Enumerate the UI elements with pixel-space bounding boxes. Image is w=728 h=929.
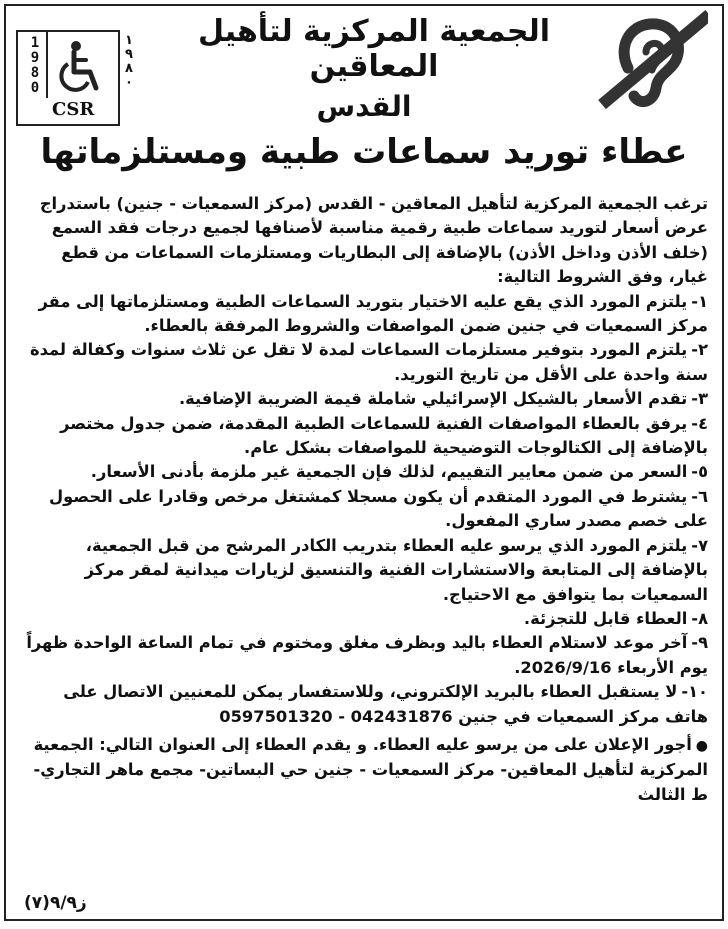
condition-number: ٩- xyxy=(691,633,708,653)
logo-abbr: CSR xyxy=(52,99,95,120)
logo-year-digit: 9 xyxy=(30,50,40,66)
condition-item xyxy=(18,412,708,461)
condition-text: يشترط في المورد المتقدم أن يكون مسجلا كمشتغل مرخص وقادرا على الحصول على خصم مصدر ساري المفعول. xyxy=(48,486,708,531)
logo-divider xyxy=(46,32,48,98)
condition-item xyxy=(18,460,708,484)
tender-title: عطاء توريد سماعات طبية ومستلزماتها xyxy=(40,132,688,172)
logo-year-arabic xyxy=(122,34,136,90)
logo-year-arabic-digit: ٠ xyxy=(125,75,133,90)
condition-item xyxy=(18,290,708,339)
ad-body xyxy=(18,192,708,807)
logo-year-digit: 1 xyxy=(30,35,40,51)
condition-text: لا يستقبل العطاء بالبريد الإلكتروني، وللاستفسار يمكن للمعنيين الاتصال على هاتف مركز السمعيات في جنين 042431876 - 0597501320 xyxy=(63,682,708,726)
condition-text: يلتزم المورد الذي يقع عليه الاختيار بتوريد السماعات الطبية ومستلزماتها إلى مقر مركز السمعيات في جنين ضمن المواصفات والشروط المرفقة بالعطاء. xyxy=(38,291,708,336)
condition-number: ٧- xyxy=(691,535,708,555)
logo-year-arabic-digit: ٩ xyxy=(125,47,133,62)
logo-year-digit: 0 xyxy=(30,80,40,96)
condition-number: ١٠- xyxy=(681,682,708,702)
condition-text: آخر موعد لاستلام العطاء باليد وبظرف مغلق ومختوم في تمام الساعة الواحدة ظهراً يوم الأربعاء 2026/9/16. xyxy=(26,633,708,677)
condition-item xyxy=(18,607,708,631)
logo-year xyxy=(26,36,44,96)
note-text: أجور الإعلان على من يرسو عليه العطاء. و يقدم العطاء إلى العنوان التالي: الجمعية المركزية لتأهيل المعاقين- مركز السمعيات - جنين حي البساتين- مجمع ماهر التجاري- ط الثالث xyxy=(33,734,708,804)
condition-text: يلتزم المورد الذي يرسو عليه العطاء بتدريب الكادر المرشح من قبل الجمعية، بالإضافة إلى المتابعة والاستشارات الفنية والتنسيق لزيارات ميدانية لمقر مركز السمعيات بما يتوافق مع الاحتياج. xyxy=(84,535,708,604)
condition-number: ٥- xyxy=(691,462,708,482)
bullet-icon: ● xyxy=(695,737,708,754)
condition-number: ٣- xyxy=(691,389,708,409)
city: القدس xyxy=(316,90,412,123)
condition-item xyxy=(18,534,708,607)
condition-number: ٢- xyxy=(691,340,708,360)
intro-text: ترغب الجمعية المركزية لتأهيل المعاقين - القدس (مركز السمعيات - جنين) باستدراج عرض أسعار لتوريد سماعات طبية رقمية مناسبة لأصنافها لجميع درجات فقد السمع (خلف الأذن وداخل الأذن) بالإضافة إلى البطاريات ومستلزمات السماعات من قطع غيار، وفق الشروط التالية: xyxy=(39,194,708,287)
condition-text: يرفق بالعطاء المواصفات الفنية للسماعات الطبية المقدمة، ضمن جدول مختصر بالإضافة إلى الكتالوجات التوضيحية للمواصفات بشكل عام. xyxy=(60,413,708,458)
logo-year-arabic-digit: ١ xyxy=(125,33,133,48)
wheelchair-icon xyxy=(50,38,110,98)
org-name: الجمعية المركزية لتأهيل المعاقين xyxy=(197,14,551,84)
condition-item xyxy=(18,338,708,387)
header xyxy=(6,6,722,196)
condition-text: السعر من ضمن معايير التقييم، لذلك فإن الجمعية غير ملزمة بأدنى الأسعار. xyxy=(90,462,688,482)
logo-year-digit: 8 xyxy=(30,65,40,81)
condition-item xyxy=(18,680,708,729)
condition-item xyxy=(18,485,708,534)
logo-year-arabic-digit: ٨ xyxy=(125,61,133,76)
condition-text: تقدم الأسعار بالشيكل الإسرائيلي شاملة قيمة الضريبة الإضافية. xyxy=(178,389,688,409)
ad-fee-note xyxy=(18,733,708,807)
condition-item xyxy=(18,631,708,680)
conditions-list xyxy=(18,290,708,729)
ad-reference-code: ز٩/٩(٧) xyxy=(24,893,87,913)
condition-text: يلتزم المورد بتوفير مستلزمات السماعات لمدة لا تقل عن ثلاث سنوات وكفالة لمدة سنة واحدة على الأقل من تاريخ التوريد. xyxy=(29,340,708,384)
condition-number: ١- xyxy=(691,291,708,311)
condition-text: العطاء قابل للتجزئة. xyxy=(523,608,688,628)
condition-number: ٦- xyxy=(691,486,708,506)
condition-item xyxy=(18,387,708,411)
condition-number: ٨- xyxy=(691,608,708,628)
condition-number: ٤- xyxy=(691,413,708,433)
advertisement-page xyxy=(4,4,724,921)
